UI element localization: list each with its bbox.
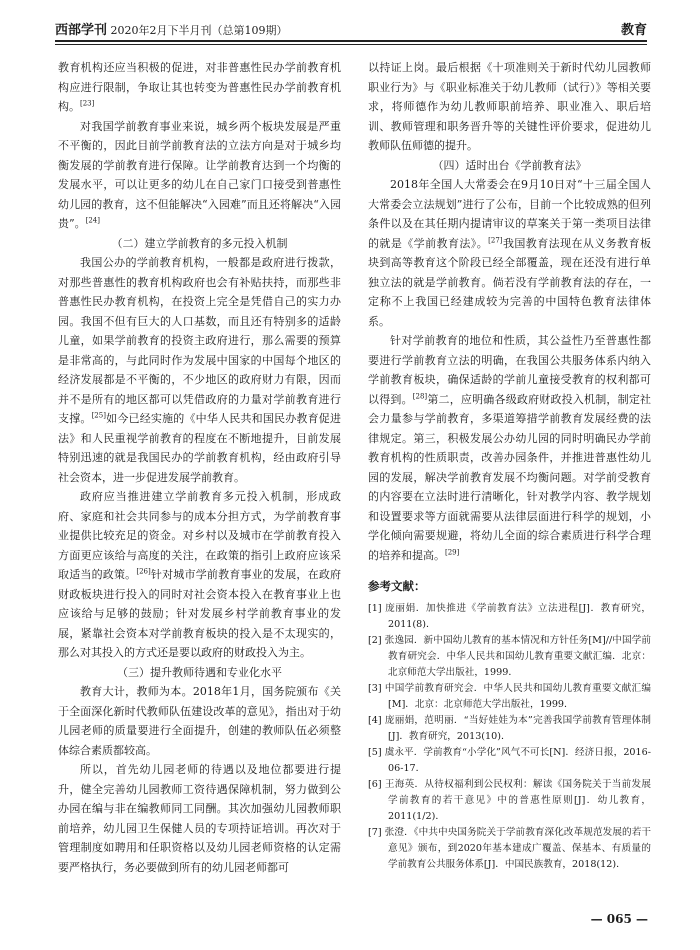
paragraph-text: 教育大计，教师为本。2018年1月，国务院颁布《关于全面深化新时代教师队伍建设改革的意见》，指出对于幼儿园老师的质量要进行全面提升，创建的教师队伍必须整体综合素质都较高。 <box>58 685 341 757</box>
reference-item: [6] 王海英．从待权福利到公民权利：解读《国务院关于当前发展学前教育的若干意见》中的普惠性原则[J]．幼儿教育，2011(1/2)． <box>368 778 651 822</box>
journal-name: 西部学刊 <box>55 23 108 38</box>
references-heading: 参考文献： <box>368 579 426 593</box>
journal-issue: 2020年2月下半月刊（总第109期） <box>110 24 288 37</box>
running-header <box>55 20 647 42</box>
reference-list <box>368 601 651 873</box>
paragraph-text: 所以，首先幼儿园老师的待遇以及地位都要进行提升，健全完善幼儿园教师工资待遇保障机制，努力做到公办园在编与非在编教师同工同酬。其次加强幼儿园教师职前培养，幼儿园卫生保健人员的专项持证培训。再次对于管理制度如聘用和任职资格以及幼儿园老师资格的认定需要严格执行，务必要做到所有的幼儿园老师都可 <box>58 763 341 874</box>
paragraph-text: 政府应当推进建立学前教育多元投入机制，形成政府、家庭和社会共同参与的成本分担方式，为学前教育事业提供比较充足的资金。对乡村以及城市在学前教育投入方面更应该给与高度的关注，在政策的指引上政府应该采取适当的政策。 <box>58 490 341 581</box>
paragraph-text: 第二，应明确各级政府财政投入机制，制定社会力量参与学前教育，多渠道筹措学前教育发展经费的法律规定。第三，积极发展公办幼儿园的同时明确民办学前教育机构的性质职责，改善办园条件，并推进普惠性幼儿园的发展，解决学前教育发展不均衡问题。对学前受教育的内容要在立法时进行清晰化，针对教学内容、教学规划和设置要求等方面就需要从法律层面进行科学的规划，小学化倾向需要规避，将幼儿全面的综合素质进行科学合理的培养和提高。 <box>368 392 652 562</box>
journal-info <box>55 19 288 40</box>
right-column <box>368 58 651 873</box>
citation-marker: [29] <box>445 547 460 556</box>
section-subheading: （四）适时出台《学前教育法》 <box>432 158 587 172</box>
paragraph-text: 2018年全国人大常委会在9月10日对“十三届全国人大常委会立法规划”进行了公布，目前一个比较成熟的但列条件以及在其任期内提请审议的草案关于第一类项目法律的就是《学前教育法》。 <box>368 178 651 250</box>
section-subheading: （二）建立学前教育的多元投入机制 <box>111 236 288 250</box>
body-paragraph <box>58 253 341 487</box>
body-paragraph <box>368 175 651 331</box>
page-number: — 065 — <box>590 912 648 926</box>
paragraph-text: 教育机构还应当积极的促进，对非普惠性民办学前教育机构应进行限制，争取让其也转变为普惠性民办学前教育机构。 <box>58 61 341 113</box>
paragraph-text: 以持证上岗。最后根据《十项准则关于新时代幼儿园教师职业行为》与《职业标准关于幼儿教师（试行）》等相关要求，将师德作为幼儿教师职前培养、职业准入、职后培训、教师管理和职务晋升等的关键性评价要求，促进幼儿教师队伍师德的提升。 <box>368 61 651 152</box>
reference-item: [7] 张澄．《中共中央国务院关于学前教育深化改革规范发展的若干意见》颁布，到2020年基本建成广覆盖、保基本、有质量的学前教育公共服务体系[J]．中国民族教育，2018(12)． <box>368 826 651 870</box>
body-paragraph <box>368 58 651 156</box>
citation-marker: [25] <box>91 411 106 420</box>
body-paragraph <box>58 682 341 760</box>
body-paragraph <box>368 331 651 565</box>
reference-item: [2] 张逸园．新中国幼儿教育的基本情况和方针任务[M]//中国学前教育研究会．中华人民共和国幼儿教育重要文献汇编．北京：北京师范大学出版社，1999． <box>368 634 651 678</box>
paragraph-text: 对我国学前教育事业来说，城乡两个板块发展是严重不平衡的，因此目前学前教育法的立法方向是对于城乡均衡发展的学前教育进行保障。让学前教育达到一个均衡的发展水平，可以让更多的幼儿在自己家门口接受到普惠性幼儿园的教育，这不但能解决“入园难”而且还将解决“入园贵”。 <box>58 119 341 230</box>
body-paragraph <box>58 58 341 117</box>
paragraph-text: 我国公办的学前教育机构，一般都是政府进行拨款，对那些普惠性的教育机构政府也会有补贴扶持，而那些非普惠性民办教育机构，在投资上完全是凭借自己的实力办园。我国不但有巨大的人口基数，而且还有特别多的适龄儿童，如果学前教育的投资主政府进行，那么需要的预算是非常高的，与此同时作为发展中国家的中国每个地区的经济发展都是不平衡的，不少地区的政府财力有限，因而并不是所有的地区都可以凭借政府的力量对学前教育进行支撑。 <box>58 256 341 425</box>
body-paragraph <box>58 760 341 877</box>
reference-item: [1] 庞丽娟．加快推进《学前教育法》立法进程[J]．教育研究，2011(8)． <box>368 602 651 630</box>
section-subheading: （三）提升教师待遇和专业化水平 <box>117 665 282 679</box>
body-paragraph <box>58 117 341 234</box>
reference-item: [5] 虞永平．学前教育“小学化”风气不可长[N]．经济日报，2016-06-17． <box>368 746 651 774</box>
reference-item: [4] 庞丽娟，范明丽．“当好娃娃为本”完善我国学前教育管理体制[J]．教育研究，2013(10)． <box>368 714 651 742</box>
reference-item: [3] 中国学前教育研究会．中华人民共和国幼儿教育重要文献汇编[M]．北京：北京师范大学出版社，1999． <box>368 682 651 710</box>
body-paragraph <box>58 487 341 663</box>
citation-marker: [23] <box>80 99 95 108</box>
paragraph-text: 如今已经实施的《中华人民共和国民办教育促进法》和人民重视学前教育的程度在不断地提升，目前发展特别迅速的就是我国民办的学前教育机构，经由政府引导社会资本，进一步促进发展学前教育。 <box>58 412 341 484</box>
citation-marker: [26] <box>136 567 151 576</box>
citation-marker: [24] <box>85 216 100 225</box>
citation-marker: [27] <box>488 235 503 244</box>
citation-marker: [28] <box>412 391 428 400</box>
paragraph-text: 针对学前教育的地位和性质，其公益性乃至普惠性都要进行学前教育立法的明确，在我国公共服务体系内纳入学前教育板块，确保适龄的学前儿童接受教育的权利都可以得到。 <box>368 334 651 406</box>
left-column <box>58 58 341 877</box>
header-rule <box>55 44 647 45</box>
paragraph-text: 我国教育法现在从义务教育板块到高等教育这个阶段已经全部覆盖，现在还没有进行单独立法的就是学前教育。倘若没有学前教育法的存在，一定称不上我国已经建成较为完善的中国特色教育法律体系。 <box>368 236 651 328</box>
section-label: 教育 <box>620 23 647 38</box>
paragraph-text: 针对城市学前教育事业的发展，在政府财政板块进行投入的同时对社会资本投入在教育事业上也应该给与足够的鼓励；针对发展乡村学前教育事业的发展，紧靠社会资本对学前教育板块的投入是不太现实的，那么对其投入的方式还是要以政府的财政投入为主。 <box>58 568 342 659</box>
